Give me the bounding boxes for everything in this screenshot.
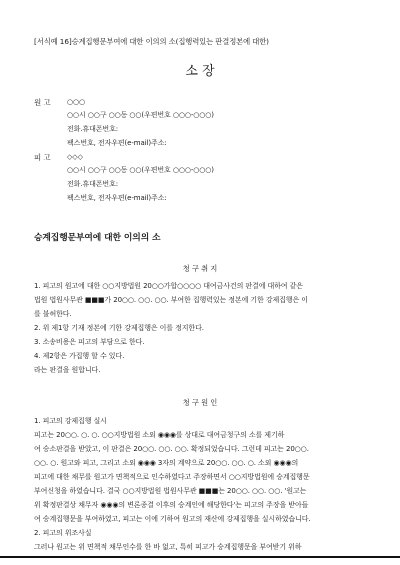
claim-line: 3. 소송비용은 피고의 부담으로 한다. [34, 338, 145, 346]
cause-line: 피고에 대한 채무를 원고가 면책적으로 인수하였다고 주장하면서 ○○지방법원에 승계집행문 [34, 473, 310, 481]
claim-line: 1. 피고의 원고에 대한 ○○지방법원 20○○가합○○○○ 대여금사건의 판결에 대하여 같은 [34, 282, 303, 290]
form-header-note: [서식예 16]승계집행문부여에 대한 이의의 소(집행력있는 판결정본에 대한) [34, 37, 269, 46]
cause-line: 부여신청을 하였습니다. 결국 ○○지방법원 법원사무관 ■■■는 20○○. ○○. ○○. '원고는 [34, 487, 307, 495]
cause-line: 2. 피고의 위조사실 [34, 529, 92, 537]
cause-line: 여 승소판결을 받았고, 이 판결은 20○○. ○○. ○○. 확정되었습니다. 그런데 피고는 20○○. [34, 445, 309, 453]
plaintiff-name: ○○○ [67, 98, 86, 106]
cause-line: 1. 피고의 강제집행 실시 [34, 417, 107, 425]
plaintiff-address: ○○시 ○○구 ○○동 ○○(우편번호 ○○○-○○○) [67, 111, 214, 119]
plaintiff-fax-email: 팩스번호, 전자우편(e-mail)주소: [67, 139, 167, 147]
defendant-address: ○○시 ○○구 ○○동 ○○(우편번호 ○○○-○○○) [67, 166, 214, 174]
defendant-phone: 전화.휴대폰번호: [67, 180, 119, 188]
document-title: 소 장 [185, 64, 215, 79]
defendant-name: ◇◇◇ [67, 153, 83, 161]
claim-heading: 청 구 취 지 [182, 264, 218, 273]
case-heading: 승계집행문부여에 대한 이의의 소 [34, 233, 161, 243]
cause-line: 위 확정판결상 채무자 ◉◉◉의 변론종결 이후의 승계인에 해당한다'는 피고의 주장을 받아들 [34, 501, 309, 509]
defendant-role: 피 고 [34, 153, 51, 162]
page-bottom-rule [0, 556, 400, 558]
defendant-fax-email: 팩스번호, 전자우편(e-mail)주소: [67, 194, 167, 202]
claim-line: 를 불허한다. [34, 310, 72, 318]
cause-line: ○○. ○. 원고와 피고, 그리고 소외 ◉◉◉ 3자의 계약으로 20○○. ○○. ○. 소외 ◉◉◉의 [34, 459, 299, 467]
cause-line: 피고는 20○○. ○. ○. ○○지방법원 소외 ◉◉◉를 상대로 대여금청구의 소를 제기하 [34, 431, 285, 439]
plaintiff-phone: 전화.휴대폰번호: [67, 125, 119, 133]
cause-line: 여 승계집행문을 부여하였고, 피고는 이에 기하여 원고의 재산에 강제집행을 실시하였습니다. [34, 515, 311, 523]
claim-line: 라는 판결을 원합니다. [34, 366, 101, 374]
cause-heading: 청 구 원 인 [182, 398, 218, 407]
claim-line: 2. 위 제1항 기재 정본에 기한 강제집행은 이를 정지한다. [34, 324, 204, 332]
cause-line: 그러나 원고는 위 면책적 채무인수를 한 바 없고, 특히 피고가 승계집행문을 부여받기 위하 [34, 543, 302, 551]
claim-line: 4. 제2항은 가집행 할 수 있다. [34, 352, 125, 360]
plaintiff-role: 원 고 [34, 98, 51, 107]
claim-line: 법원 법원사무관 ■■■가 20○○. ○○. ○○. 부여한 집행력있는 정본에 기한 강제집행은 이 [34, 296, 308, 304]
